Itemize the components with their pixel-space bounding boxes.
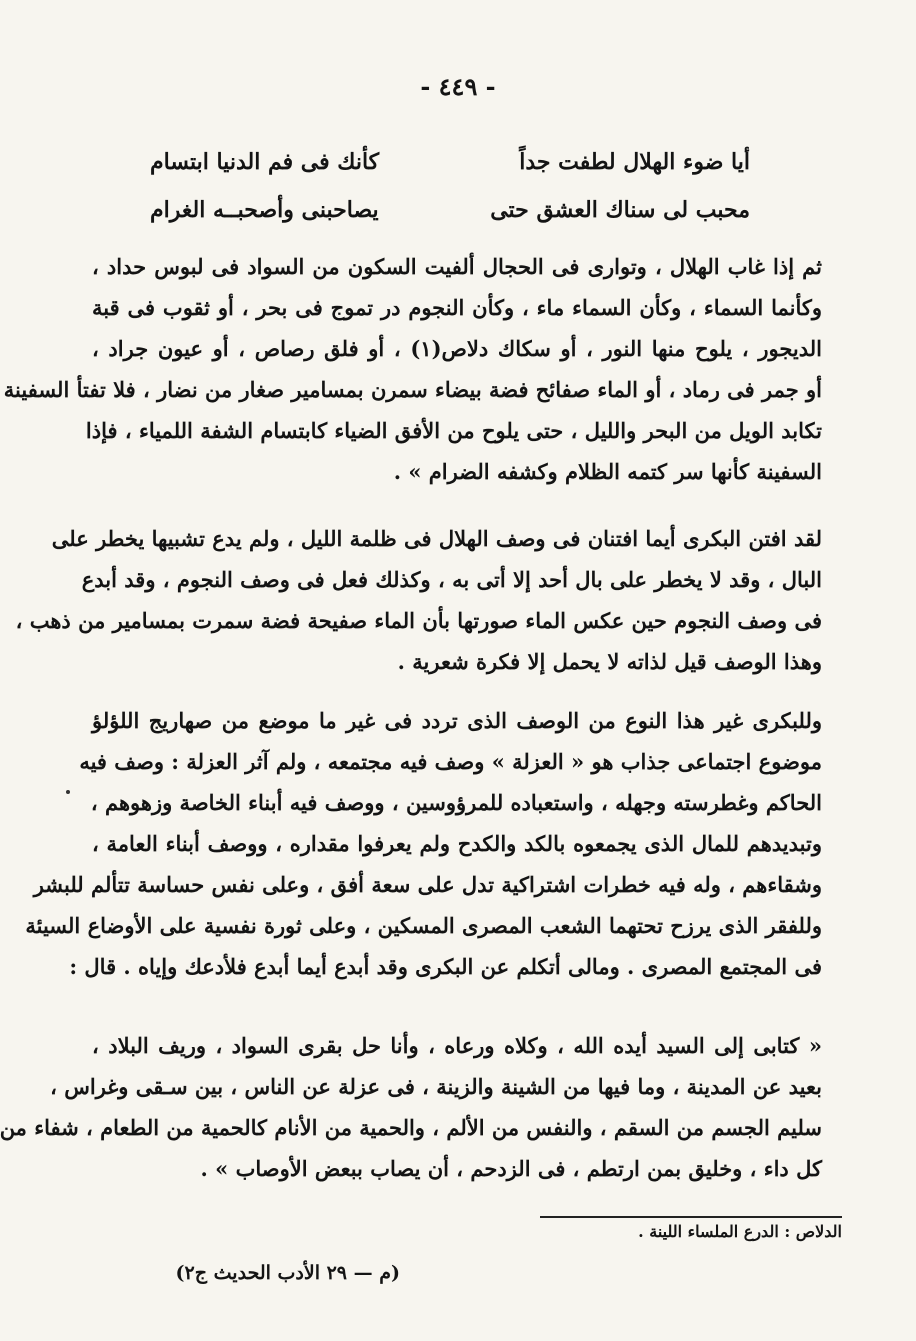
text-line: ثم إذا غاب الهلال ، وتوارى فى الحجال ألفيت السكون من السواد فى لبوس حداد ، xyxy=(92,254,822,279)
text-line: الديجور ، يلوح منها النور ، أو سكاك دلاص(١) ، أو فلق رصاص ، أو عيون جراد ، xyxy=(92,336,822,361)
paragraph-4-quote xyxy=(0,1025,822,1189)
text-line: بعيد عن المدينة ، وما فيها من الشينة والزينة ، فى عزلة عن الناس ، بين سـقى وغراس ، xyxy=(50,1074,822,1099)
text-line: فى وصف النجوم حين عكس الماء صورتها بأن الماء صفيحة فضة سمرت بمسامير من ذهب ، xyxy=(15,608,822,633)
paragraph-3 xyxy=(25,700,822,987)
text-line: سليم الجسم من السقم ، والنفس من الألم ، والحمية من الأنام كالحمية من الطعام ، شفاء من xyxy=(0,1115,822,1140)
ink-speck xyxy=(66,790,70,794)
text-line: وللفقر الذى يرزح تحتهما الشعب المصرى المسكين ، وعلى ثورة نفسية على الأوضاع السيئة xyxy=(25,913,822,938)
footnote-divider xyxy=(540,1216,842,1218)
text-line: البال ، وقد لا يخطر على بال أحد إلا أتى به ، وكذلك فعل فى وصف النجوم ، وقد أبدع xyxy=(81,567,822,592)
poem-verse xyxy=(150,138,750,234)
verse-hemistich: يصاحبنى وأصحبــه الغرام xyxy=(150,197,379,223)
text-line: تكابد الويل من البحر والليل ، حتى يلوح من الأفق الضياء كابتسام الشفة اللمياء ، فإذا xyxy=(85,418,822,443)
text-line: الحاكم وغطرسته وجهله ، واستعباده للمرؤوسين ، ووصف فيه أبناء الخاصة وزهوهم ، xyxy=(90,790,822,815)
text-line: وللبكرى غير هذا النوع من الوصف الذى تردد فى غير ما موضع من صهاريج اللؤلؤ xyxy=(92,708,822,733)
paragraph-1 xyxy=(3,246,822,492)
text-line: وشقاءهم ، وله فيه خطرات اشتراكية تدل على سعة أفق ، وعلى نفس حساسة تتألم للبشر xyxy=(33,872,822,897)
text-line: « كتابى إلى السيد أيده الله ، وكلاه ورعاه ، وأنا حل بقرى السواد ، وريف البلاد ، xyxy=(92,1033,822,1058)
verse-hemistich: أيا ضوء الهلال لطفت جداً xyxy=(519,149,750,175)
text-line: وكأنما السماء ، وكأن السماء ماء ، وكأن النجوم در تموج فى بحر ، أو ثقوب فى قبة xyxy=(92,295,822,320)
verse-line-2 xyxy=(150,186,750,234)
footnote: الدلاص : الدرع الملساء اللينة . xyxy=(638,1222,842,1241)
page-number: - ٤٤٩ - xyxy=(420,72,496,101)
text-line: أو جمر فى رماد ، أو الماء صفائح فضة بيضاء سمرن بمسامير صغار من نضار ، فلا تفتأ السفينة xyxy=(3,377,822,402)
verse-line-1 xyxy=(150,138,750,186)
verse-hemistich: كأنك فى فم الدنيا ابتسام xyxy=(150,149,380,175)
text-line: وهذا الوصف قيل لذاته لا يحمل إلا فكرة شعرية . xyxy=(397,649,822,674)
text-line: لقد افتن البكرى أيما افتنان فى وصف الهلال فى ظلمة الليل ، ولم يدع تشبيها يخطر على xyxy=(51,526,822,551)
verse-hemistich: محبب لى سناك العشق حتى xyxy=(490,197,750,223)
text-line: فى المجتمع المصرى . ومالى أتكلم عن البكرى وقد أبدع أيما أبدع فلأدعك وإياه . قال : xyxy=(69,954,822,979)
text-line: موضوع اجتماعى جذاب هو « العزلة » وصف فيه مجتمعه ، ولم آثر العزلة : وصف فيه xyxy=(79,749,822,774)
text-line: السفينة كأنها سر كتمه الظلام وكشفه الضرام » . xyxy=(393,459,822,484)
paragraph-2 xyxy=(15,518,822,682)
text-line: وتبديدهم للمال الذى يجمعوه بالكد والكدح ولم يعرفوا مقداره ، ووصف أبناء العامة ، xyxy=(92,831,822,856)
text-line: كل داء ، وخليق بمن ارتطم ، فى الزدحم ، أن يصاب ببعض الأوصاب » . xyxy=(200,1156,822,1181)
signature-mark: (م — ٢٩ الأدب الحديث ج٢) xyxy=(175,1262,400,1284)
